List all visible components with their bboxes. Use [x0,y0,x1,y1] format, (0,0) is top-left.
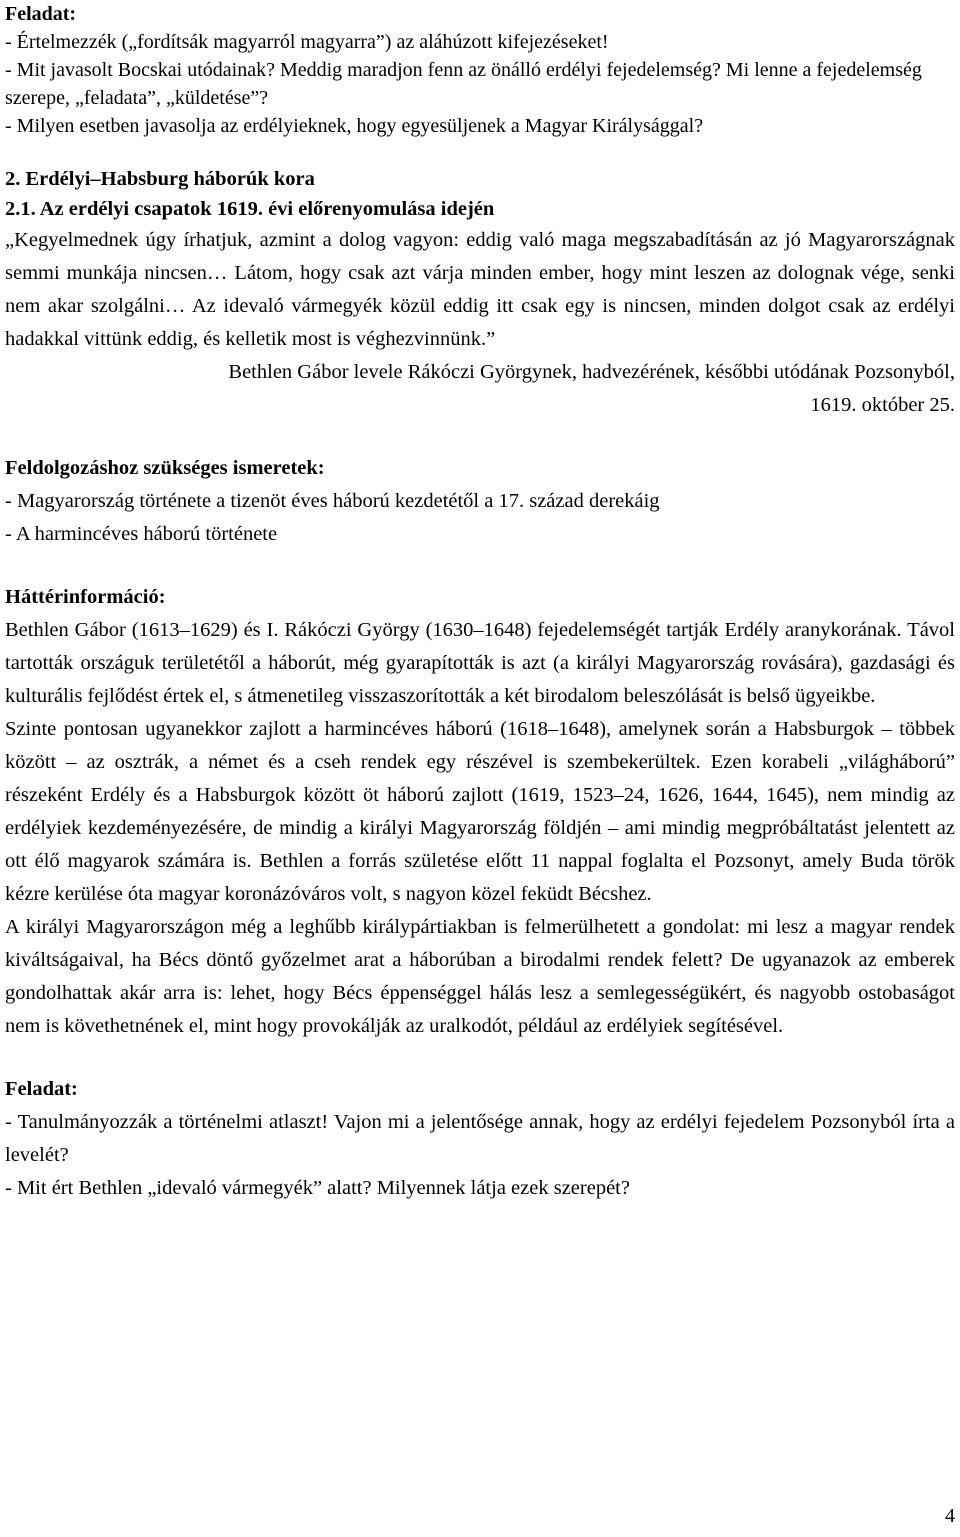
quote-citation-date: 1619. október 25. [810,394,955,416]
background-paragraph: Szinte pontosan ugyanekkor zajlott a harmincéves háború (1618–1648), amelynek során a Habsburgok – többek között – az osztrák, a német és a cseh rendek egy részével is szembekerültek. Ezen korabeli „világháború” részeként Erdély és a Habsburgok között öt háború zajlott (1619, 1523–24, 1626, 1644, 1645), nem mindig az erdélyiek kezdeményezésére, de mindig a királyi Magyarország földjén – ami mindig megpróbáltatást jelentett az ott élő magyarok számára is. Bethlen a forrás születése előtt 11 nappal foglalta el Pozsonyt, amely Buda török kézre kerülése óta magyar koronázóváros volt, s nagyon közel feküdt Bécshez. [5,718,955,905]
task1-item: - Értelmezzék („fordítsák magyarról magyarra”) az aláhúzott kifejezéseket! [5,31,609,53]
task1-title: Feladat: [5,3,77,25]
page-content [5,0,955,1205]
task2-title: Feladat: [5,1078,78,1100]
task2-item: - Mit ért Bethlen „idevaló vármegyék” alatt? Milyennek látja ezek szerepét? [5,1177,630,1199]
knowledge-item: - A harmincéves háború története [5,523,278,545]
background-paragraph: A királyi Magyarországon még a leghűbb királypártiakban is felmerülhetett a gondolat: mi lesz a magyar rendek kiváltságaival, ha Bécs döntő győzelmet arat a háborúban a birodalmi rendek felett? De ugyanazok az emberek gondolhattak akár arra is: lehet, hogy Bécs éppenséggel hálás lesz a semlegességükért, és nagyobb ostobaságot nem is követhetnének el, mint hogy provokálják az uralkodót, például az erdélyiek segítésével. [5,916,955,1037]
section-subtitle: 2.1. Az erdélyi csapatok 1619. évi előrenyomulása idején [5,198,495,220]
task2-item: - Tanulmányozzák a történelmi atlaszt! Vajon mi a jelentősége annak, hogy az erdélyi fejedelem Pozsonyból írta a levelét? [5,1111,955,1166]
task1-item: - Milyen esetben javasolja az erdélyieknek, hogy egyesüljenek a Magyar Királysággal? [5,115,704,137]
quote-citation: Bethlen Gábor levele Rákóczi Györgynek, hadvezérének, későbbi utódának Pozsonyból, [228,361,955,383]
knowledge-item: - Magyarország története a tizenöt éves háború kezdetétől a 17. század derekáig [5,490,660,512]
background-paragraph: Bethlen Gábor (1613–1629) és I. Rákóczi György (1630–1648) fejedelemségét tartják Erdély aranykorának. Távol tartották országuk területétől a háborút, még gyarapították is azt (a királyi Magyarország rovására), gazdasági és kulturális fejlődést értek el, s átmenetileg visszaszorították a két birodalom beleszólását is belső ügyeikbe. [5,619,955,707]
knowledge-title: Feldolgozáshoz szükséges ismeretek: [5,457,325,479]
section-title: 2. Erdélyi–Habsburg háborúk kora [5,168,315,190]
source-quote: „Kegyelmednek úgy írhatjuk, azmint a dolog vagyon: eddig való maga megszabadításán az jó Magyarországnak semmi munkája nincsen… Látom, hogy csak azt várja minden ember, hogy mint leszen az dolognak vége, senki nem akar szolgálni… Az idevaló vármegyék közül eddig itt csak egy is nincsen, minden dolgot csak az erdélyi hadakkal vittünk eddig, és kelletik most is véghezvinnünk.” [5,229,955,350]
background-title: Háttérinformáció: [5,586,166,608]
page-number: 4 [945,1505,955,1527]
task1-item: - Mit javasolt Bocskai utódainak? Meddig maradjon fenn az önálló erdélyi fejedelemség? Mi lenne a fejedelemség szerepe, „feladata”, „küldetése”? [5,59,922,109]
